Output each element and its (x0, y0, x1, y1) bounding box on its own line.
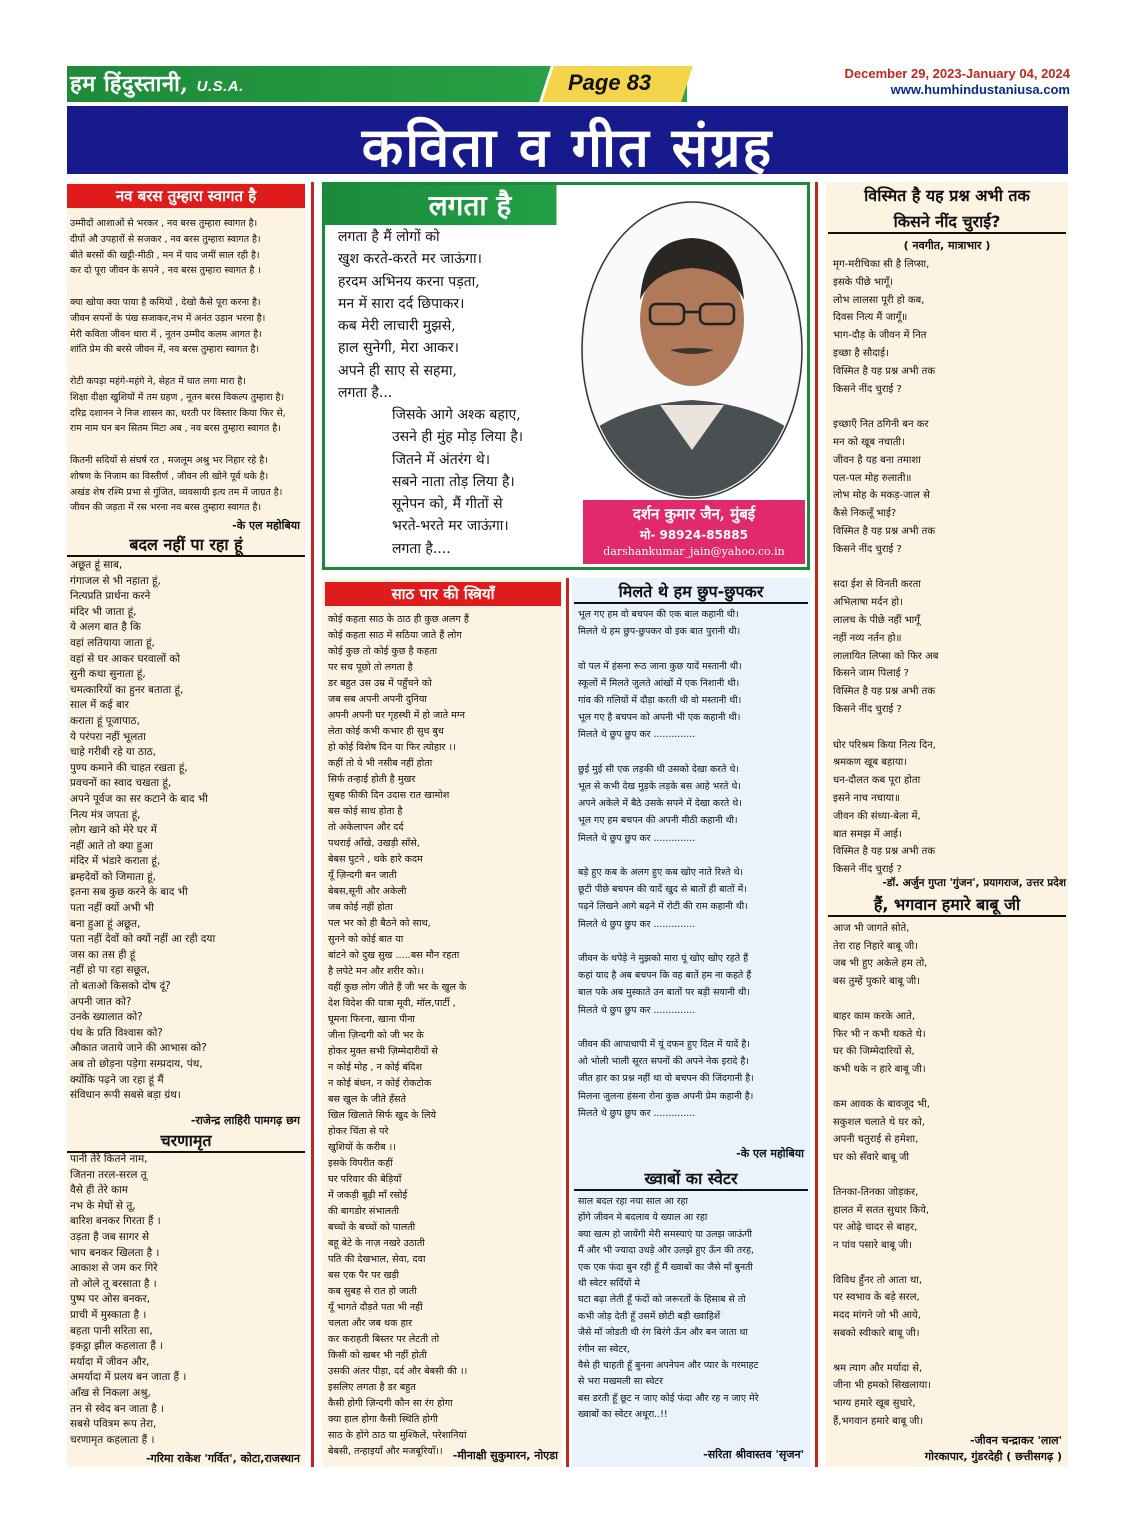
poem-body: भूल गए हम वो बचपन की एक बाल कहानी थी। मिलते थे हम छुप-छुपकर वो इक बात पुरानी थी। वो पल में हंसना रूठ जाना कुछ यादें मस्तानी थी। स्कूलों में मिलते जुलते आंखों में एक निशानी थी। गांव की गलियों में दौड़ा करती थी वो मस्तानी थी। भूल गए है बचपन को अपनी भी एक कहानी थी। मिलते थे छुप छुप कर .............. छुई मुई सी एक लड़की थी उसको देखा करते थे। भूल से कभी देख मुड़के लड़के बस आहे भरते थे। अपने अकेले में बैठे उसके सपने में देखा करते थे। भूल गए हम बचपन की अपनी मीठी कहानी थी। मिलते थे छुप छुप कर .............. बड़े हुए कब के अलग हुए कब खोए नाते रिश्ते थे। छूटी पीछे बचपन की यादें खुद से बातों ही बातों में। पढ़ने लिखने आगे बढ़ने में रोटी की राम कहानी थी। मिलते थे छुप छुप कर .............. जीवन के थपेड़े ने मुझको मारा यूं खोए खोए रहते हैं कहां याद है अब बचपन कि वह बातें हम ना कहते हैं बाल पके अब मुस्काते उन बातों पर बड़ी सयानी थी। मिलते थे छुप छुप कर .............. जीवन की आपाधापी में यूं दफन हुए दिल में यादें है। ओ भोली भाली सूरत सपनों की अपने नेक इरादे है। जीत हार का प्रश्न नहीं था वो बचपन की जिंदगानी है। मिलना जुलना हंसना रोना कुछ अपनी प्रेम कहानी है। मिलते थे छुप छुप कर .............. (578, 609, 754, 1119)
poem-author: -के एल महोबिया (736, 1147, 804, 1160)
poem-author: -जीवन चन्द्राकर 'लाल' (970, 1434, 1062, 1447)
poet-credit (583, 500, 805, 564)
poet-phone: मो- 98924-85885 (640, 528, 748, 542)
poem-body: साल बदल रहा नया साल आ रहा होंगे जीवन मे बदलाव ये ख्याल आ रहा क्या खत्म हो जायेंगी मेरी समस्याएं या उलझ जाऊंगी मैं और भी ज्यादा उधड़े और उलझे हुए ऊँन की तरह, एक एक फंदा बुन रही हूँ मैं ख्वाबों का जैसे माँ बुनती थी स्वेटर सर्दियों मे घटा बढ़ा लेती हूँ फंदों को जरूरतों के हिसाब से तो कभी जोड़ देती हूँ उसमें छोटी बड़ी ख्वाहिशें जैसे माँ जोडती थी रंग बिरंगे ऊँन और बन जाता था रंगीन सा स्वेटर, वैसे ही चाहती हूँ बुनना अपनेपन और प्यार के गरमाहट से भरा मखमली सा स्वेटर बस डरती हूँ छूट न जाए कोई फंदा और रह न जाए मेरे ख्वाबों का स्वेटर अधूरा..!! (578, 1196, 759, 1421)
masthead (70, 68, 244, 98)
featured-poem-stanza-2: जिसके आगे अश्क बहाए, उसने ही मुंह मोड़ लिया है। जितने में अंतरंग थे। सबने नाता तोड़ लिया है। सूनेपन को, मैं गीतों से भरते-भरते मर जाऊंगा। लगता है.... (392, 407, 524, 557)
website-link[interactable]: www.humhindustaniusa.com (890, 82, 1070, 97)
poem-title: हैं, भगवान हमारे बाबू जी (828, 893, 1066, 917)
poem-body: पानी तेरे कितने नाम, जितना तरल-सरल तू वैसे ही तेरे काम नभ के मेघों से तू, बारिश बनकर गिरता हैं । उड़ता है जब सागर से भाप बनकर खिलता है । आकाश से जम कर गिरे तो ओले तू बरसाता है । पुष्प पर ओस बनकर, प्राची में मुस्काता है । बहता पानी सरिता सा, इकट्ठा झील कहलाता हैं । मर्यादा में जीवन और, अमर्यादा में प्रलय बन जाता हैं । आँख से निकला अश्रु, तन से स्वेद बन जाता है । सबसे पवित्रम रूप तेरा, चरणामृत कहलाता हैं । (70, 1153, 187, 1446)
poet-name: दर्शन कुमार जैन, मुंबई (632, 505, 756, 523)
issue-date: December 29, 2023-January 04, 2024 (844, 66, 1070, 81)
poem-author-place: गोरकापार, गुंडरदेही ( छत्तीसगढ़ ) (924, 1450, 1062, 1463)
poem-title: ख्वाबों का स्वेटर (574, 1167, 808, 1191)
masthead-name: हम हिंदुस्तानी, (70, 71, 189, 97)
poem-title: मिलते थे हम छुप-छुपकर (574, 580, 808, 604)
poem-title: बदल नहीं पा रहा हूं (67, 533, 305, 557)
poem-author: -गरिमा राकेश 'गर्वित', कोटा,राजस्थान (145, 1452, 300, 1465)
section-title: कविता व गीत संग्रह (361, 116, 774, 179)
poem-body: उम्मीदों आशाओं से भरकर , नव बरस तुम्हारा स्वागत है। दीपों औ उपहारों से सजकर , नव बरस तुम्हारा स्वागत है। बीते बरसों की खट्टी-मीठी , मन में याद जमीं साल रही है। कर दो पूरा जीवन के सपने , नव बरस तुम्हारा स्वागत है । क्या खोया क्या पाया है कमियों , देखो कैसे पूरा करना है। जीवन सपनों के पंख सजाकर,नभ में अनंत उड़ान भरना है। मेरी कविता जीवन धारा में , नूतन उम्मीद कलम आगत है। शांति प्रेम की बरसे जीवन में, नव बरस तुम्हारा स्वागत है। रोटी कपड़ा महंगे-महंगे ने, सेहत में घात लगा मारा है। शिक्षा दीक्षा खुशियों में तम ग्रहण , नूतन बरस विकल्प तुम्हारा है। दरिद्र दशानन ने निज शासन का, धरती पर विस्तार किया फिर से, राम नाम घन बन सितम मिटा अब , नव बरस तुम्हारा स्वागत है। कितनी सदियों से संघर्ष रत , मजलूम अश्रु भर निहार रहे है। शोषण के निजाम का विस्तीर्ण , जीवन ली खोने पूर्व थके है। अखंड शेष रश्मि प्रभा से गुंजित, व्यवसायी इत्य तम में जाग्रत है। जीवन की जड़ता में रस भरना नव बरस तुम्हारा स्वागत है। (70, 218, 286, 514)
poem-title: साठ पार की स्त्रियाँ (325, 582, 561, 606)
poet-photo (580, 200, 804, 500)
poem-body: अछूत हूं साब, गंगाजल से भी नहाता हूं, नित्यप्रति प्रार्थना करने मंदिर भी जाता हूं, ये अलग बात है कि वहां लतियाया जाता हूं, वहां से घर आकर घरवालों को सुनी कथा सुनाता हूं, चमत्कारियों का हुनर बताता हूं, साल में कई बार कराता हूं पूजापाठ, ये परंपरा नहीं भूलता चाहे गरीबी रहे या ठाठ, पुण्य कमाने की चाहत रखता हूं, प्रवचनों का स्वाद चखता हूं, अपने पूर्वज का सर कटाने के बाद भी नित्य मंत्र जपता हूं, लोग खाने को मेरे घर में नहीं आते तो क्या हुआ मंदिर में भंडारे कराता हूं, ब्रम्हदेवों को जिमाता हूं, इतना सब कुछ करने के बाद भी पता नहीं क्यों अभी भी बना हुआ हूं अछूत, पता नहीं देवों को क्यों नहीं आ रही दया जस का तस ही हूं नहीं हो पा रहा सछूत, तो बताओ किसको दोष दूं? अपनी जात को? उनके ख्यालात को? पंथ के प्रति विश्वास को? औकात जताये जाने की आभास को? अब तो छोड़ना पड़ेगा सम्प्रदाय, पंथ, क्योंकि पढ़ने जा रहा हूं मैं संविधान रूपी सबसे बड़ा ग्रंथ। (70, 559, 216, 1102)
masthead-usa: U.S.A. (196, 78, 244, 95)
featured-poem-stanza-1: लगता है मैं लोगों को खुश करते-करते मर जाऊंगा। हरदम अभिनय करना पड़ता, मन में सारा दर्द छिपाकर। कब मेरी लाचारी मुझसे, हाल सुनेगी, मेरा आकर। अपने ही साए से सहमा, लगता है... (338, 229, 482, 402)
column-divider (815, 182, 818, 1467)
poem-subtitle: ( नवगीत, मात्राभार ) (903, 239, 991, 252)
page-number: Page 83 (568, 70, 652, 95)
poem-body: मृग-मरीचिका सी है लिप्सा, इसके पीछे भागूँ। लोभ लालसा पूरी हो कब, दिवस नित्य मैं जागूँ॥ भाग-दौड़ के जीवन में नित इच्छा है सौदाई। विस्मित है यह प्रश्न अभी तक किसने नींद चुराई ? इच्छाएँ नित ठगिनी बन कर मन को खूब नचाती। जीवन है यह बना तमाशा पल-पल मोह रुलाती॥ लोभ मोह के मकड़-जाल से कैसे निकलूँ भाई? विस्मित है यह प्रश्न अभी तक किसने नींद चुराई ? सदा ईश से विनती करता अभिलाषा मर्दन हो। लालच के पीछे नहीं भागूँ नहीं नव्य नर्तन हो॥ लालायित लिप्सा को फिर अब किसने जाम पिलाई ? विस्मित है यह प्रश्न अभी तक किसने नींद चुराई ? घोर परिश्रम किया नित्य दिन, श्रमकण खूब बहाया। धन-दौलत कब पूरा होता इसने नाच नचाया॥ जीवन की संध्या-बेला में, बात समझ में आई। विस्मित है यह प्रश्न अभी तक किसने नींद चुराई ? (833, 259, 939, 876)
column-divider (311, 182, 314, 1467)
poem-title: नव बरस तुम्हारा स्वागत है (67, 184, 305, 208)
poem-author: -के एल महोबिया (232, 519, 300, 532)
poem-title: विस्मित है यह प्रश्न अभी तक (864, 186, 1030, 205)
poem-title-line-2: किसने नींद चुराई? (828, 210, 1066, 234)
poem-author: -राजेन्द्र लाहिरी पामगढ़ छग (190, 1114, 300, 1127)
poem-author: -मीनाक्षी सुकुमारन, नोएडा (452, 1449, 558, 1462)
poem-title: चरणामृत (67, 1129, 305, 1153)
poem-body: आज भी जागते सोते, तेरा राह निहारे बाबू जी। जब भी हुए अकेले हम तो, बस तुम्हें पुकारे बाबू जी। बाहर काम करके आते, फिर भी न कभी थकते थे। घर की जिम्मेदारियों से, कभी थके न हारे बाबू जी। कम आवक के बावजूद भी, सकुशल चलाते थे घर को, अपनी चतुराई से हमेशा, घर को सँवारे बाबू जी तिनका-तिनका जोड़कर, हालत में सतत सुधार किये, पर ओढ़े चादर से बाहर, न पांव पसारे बाबू जी। विविध हुँनर तो आता था, पर स्वभाव के बड़े सरल, मदद मांगने जो भी आये, सबको स्वीकारे बाबू जी। श्रम त्याग और मर्यादा से, जीना भी हमको सिखलाया। भाग्य हमारे खूब सुधारे, हैं,भगवान हमारे बाबू जी। (833, 923, 931, 1427)
poem-author: -सरिता श्रीवास्तव 'सृजन' (703, 1448, 804, 1461)
featured-title: लगता है (428, 189, 512, 222)
poet-email[interactable]: darshankumar_jain@yahoo.co.in (603, 545, 785, 558)
poem-body: कोई कहता साठ के ठाठ ही कुछ अलग हैं कोई कहता साठ में सठिया जाते हैं लोग कोई कुछ तो कोई कुछ है कहता पर सच पूछो तो लगता है डर बहुत उस उम्र में पहुँचने को जब सब अपनी अपनी दुनिया अपनी अपनी घर गृहस्थी में हो जाते मग्न लेता कोई कभी कभार ही सुध बुध हो कोई विशेष दिन या फिर त्योहार ।। कहीं तो ये भी नसीब नहीं होता सिर्फ तन्हाई होती है मुखर सुबह फीकी दिन उदास रात खामोश बस कोई साथ होता है तो अकेलापन और दर्द पथराई आँखे, उखड़ी साँसे, बेबस घुटने , थके हारे कदम यूँ ज़िन्दगी बन जाती बेबस,सूनी और अकेली जब कोई नहीं होता पल भर को ही बैठने को साथ, सुनने को कोई बात या बांटने को दुख सुख .....बस मौन रहता है लपेटे मन और शरीर को।। वहीं कुछ लोग जीते हैं जी भर के खुल के देश विदेश की यात्रा मूवी, मॉल,पार्टी , घूमना फिरना, खाना पीना जीना ज़िन्दगी को जी भर के होकर मुक्त सभी ज़िम्मेदारीयों से न कोई मोह , न कोई बंदिश न कोई बंधन, न कोई रोकटोक बस खुल के जीते हँसते खिल खिलाते सिर्फ खुद के लिये होकर चिंता से परे खुशियों के करीब ।। इसके विपरीत कहीं घर परिवार की बेड़ियाँ में जकड़ी बूढ़ी माँ रसोई की बागडोर संभालती बच्चों के बच्चों को पालती बहू बेटे के नाज़ नखरे उठाती पति की देखभाल, सेवा, दवा बस एक पैर पर खड़ी कब सुबह से रात हो जाती यूँ भागते दौड़ते पता भी नहीं चलता और जब थक हार कर कराहती बिस्तर पर लेटती तो किसी को खबर भी नहीं होती उसकी अंतर पीड़ा, दर्द और बेबसी की ।। इसलिए लगता है डर बहुत कैसी होगी ज़िन्दगी कौन सा रंग होगा क्या हाल होगा कैसी स्थिति होगी साठ के होंगे ठाठ या मुश्किलें, परेशानियां बेबसी, तन्हाइयाँ और मजबूरियाँ।। (328, 614, 469, 1457)
column-divider (566, 578, 569, 1467)
poem-author: -डॉ. अर्जुन गुप्ता 'गुंजन', प्रयागराज, उत्तर प्रदेश (882, 877, 1066, 889)
